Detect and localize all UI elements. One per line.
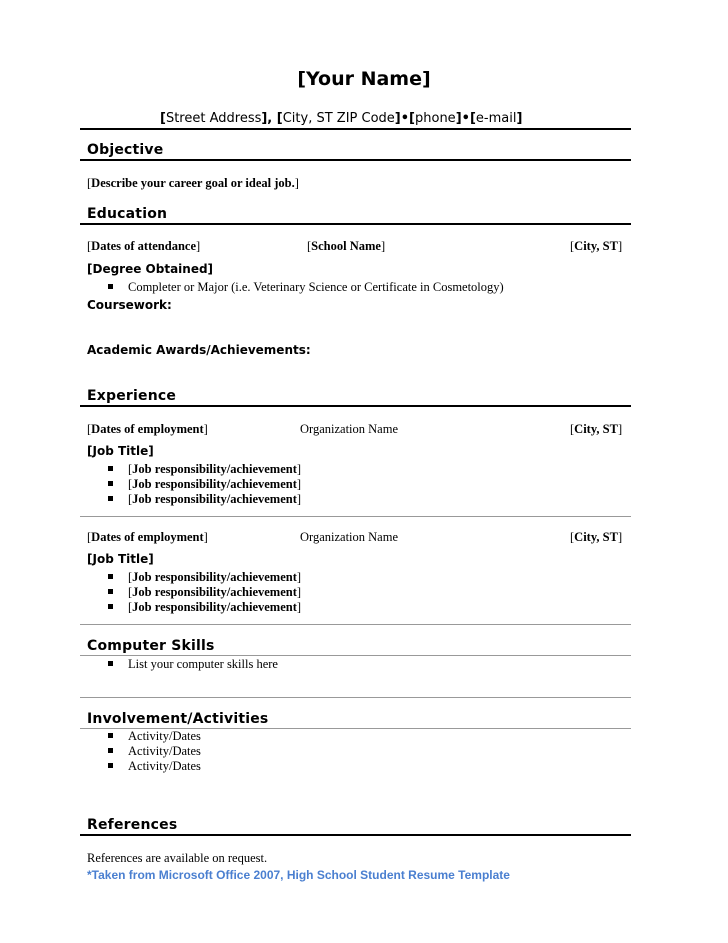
contact-line: [Street Address], [City, ST ZIP Code]•[phone]•[e-mail]: [160, 111, 523, 126]
experience-heading: Experience: [87, 388, 177, 404]
job-divider: [80, 516, 631, 517]
source-footnote: *Taken from Microsoft Office 2007, High School Student Resume Template: [87, 868, 510, 882]
bullet-square-icon: [108, 661, 113, 666]
education-divider: [80, 223, 631, 225]
resume-name: [Your Name]: [297, 68, 431, 90]
awards-label: Academic Awards/Achievements:: [87, 343, 311, 357]
skills-divider: [80, 655, 631, 656]
separator-dot: •: [400, 111, 410, 126]
references-divider: [80, 834, 631, 836]
bullet-square-icon: [108, 604, 113, 609]
bullet-square-icon: [108, 284, 113, 289]
phone: phone: [415, 111, 456, 126]
organization-name: Organization Name: [300, 422, 398, 436]
school-name: [School Name]: [307, 239, 386, 253]
organization-name: Organization Name: [300, 530, 398, 544]
bullet-square-icon: [108, 466, 113, 471]
street-address: Street Address: [165, 111, 262, 126]
references-heading: References: [87, 817, 178, 833]
involvement-heading: Involvement/Activities: [87, 711, 269, 727]
email: e-mail: [475, 111, 517, 126]
references-text: References are available on request.: [87, 851, 268, 865]
education-city: [City, ST]: [570, 239, 623, 253]
bullet-square-icon: [108, 574, 113, 579]
bullet-square-icon: [108, 733, 113, 738]
header-divider: [80, 128, 631, 130]
bullet-square-icon: [108, 763, 113, 768]
computer-skills-heading: Computer Skills: [87, 638, 215, 654]
separator-dot: •: [461, 111, 470, 126]
bullet-square-icon: [108, 748, 113, 753]
objective-heading: Objective: [87, 142, 164, 158]
job-title: [Job Title]: [87, 552, 154, 566]
job-city: [City, ST]: [570, 530, 623, 544]
experience-divider: [80, 405, 631, 407]
city-state-zip: City, ST ZIP Code: [282, 111, 395, 126]
job-divider: [80, 624, 631, 625]
job-dates: [Dates of employment]: [87, 530, 208, 544]
objective-divider: [80, 159, 631, 161]
bullet-square-icon: [108, 589, 113, 594]
job-city: [City, ST]: [570, 422, 623, 436]
bullet-square-icon: [108, 496, 113, 501]
coursework-label: Coursework:: [87, 298, 172, 312]
degree-obtained: [Degree Obtained]: [87, 262, 214, 276]
education-dates: [Dates of attendance]: [87, 239, 201, 253]
education-heading: Education: [87, 206, 168, 222]
job-dates: [Dates of employment]: [87, 422, 208, 436]
job-title: [Job Title]: [87, 444, 154, 458]
objective-text: [Describe your career goal or ideal job.]: [87, 176, 299, 190]
bullet-square-icon: [108, 481, 113, 486]
section-divider: [80, 697, 631, 698]
